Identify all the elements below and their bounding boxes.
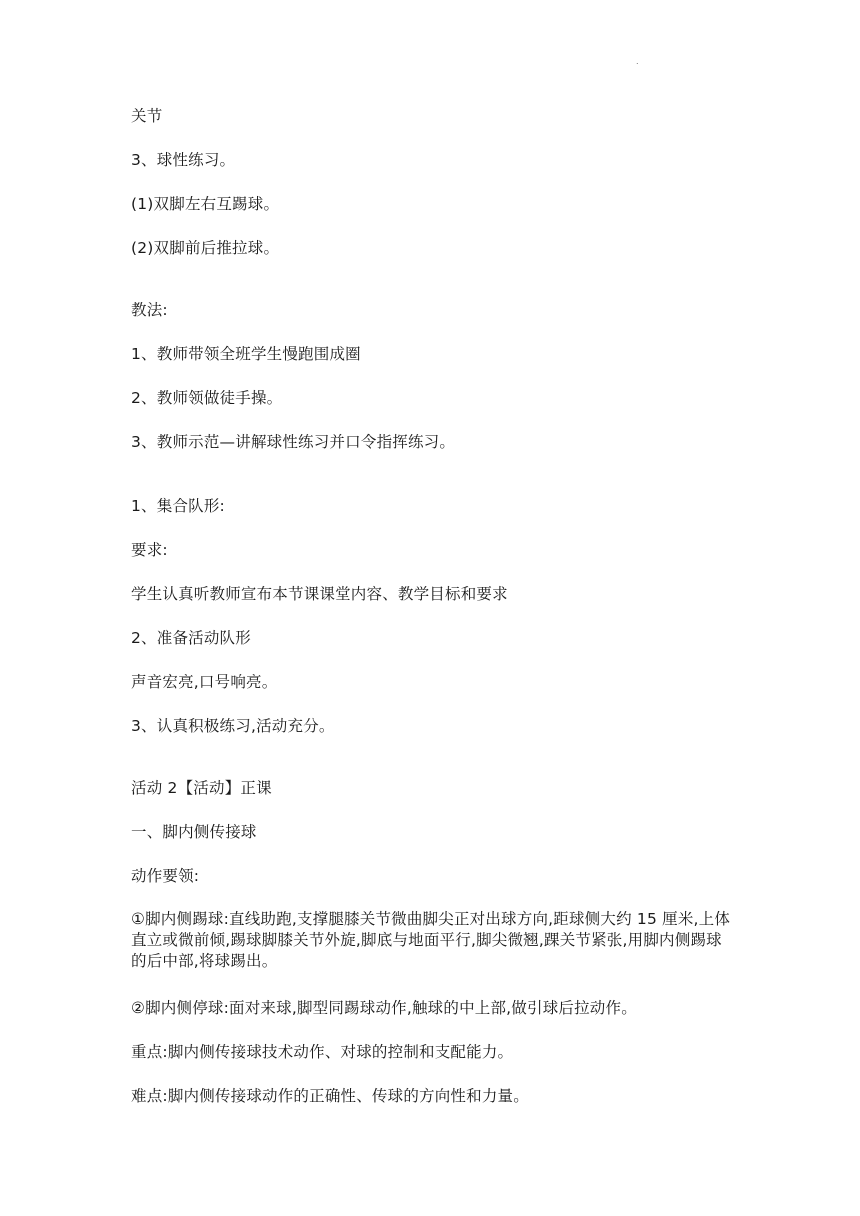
text-line-teacher-exercise: 2、教师领做徒手操。	[131, 389, 283, 407]
paragraph-difficulty: 难点:脚内侧传接球动作的正确性、传球的方向性和力量。	[131, 1087, 529, 1105]
header-mark: .	[636, 57, 639, 66]
text-line-push-pull: (2)双脚前后推拉球。	[131, 239, 280, 257]
text-line-warmup-formation: 2、准备活动队形	[131, 629, 251, 647]
paragraph-key-point: 重点:脚内侧传接球技术动作、对球的控制和支配能力。	[131, 1043, 514, 1061]
text-line-action-essentials: 动作要领:	[131, 867, 200, 885]
text-line-teacher-jog: 1、教师带领全班学生慢跑围成圈	[131, 345, 361, 363]
text-line-teaching-method: 教法:	[131, 301, 168, 319]
text-line-activity-2: 活动 2【活动】正课	[131, 779, 272, 797]
text-line-practice-seriously: 3、认真积极练习,活动充分。	[131, 717, 335, 735]
text-line-students-listen: 学生认真听教师宣布本节课课堂内容、教学目标和要求	[131, 585, 508, 603]
text-line-ball-practice: 3、球性练习。	[131, 151, 236, 169]
text-line-inside-foot-pass: 一、脚内侧传接球	[131, 823, 257, 841]
text-line-kick-left-right: (1)双脚左右互踢球。	[131, 195, 280, 213]
text-line-loud-voice: 声音宏亮,口号响亮。	[131, 673, 278, 691]
paragraph-inside-foot-stop: ②脚内侧停球:面对来球,脚型同踢球动作,触球的中上部,做引球后拉动作。	[131, 999, 637, 1017]
text-line-joint: 关节	[131, 107, 163, 125]
text-line-teacher-demo: 3、教师示范—讲解球性练习并口令指挥练习。	[131, 433, 456, 451]
text-line-requirements: 要求:	[131, 541, 168, 559]
text-line-formation: 1、集合队形:	[131, 497, 225, 515]
paragraph-inside-foot-kick: ①脚内侧踢球:直线助跑,支撑腿膝关节微曲脚尖正对出球方向,距球侧大约 15 厘米,上体直立或微前倾,踢球脚膝关节外旋,脚底与地面平行,脚尖微翘,踝关节紧张,用脚内侧踢球的后中部,将球踢出。	[131, 910, 731, 970]
